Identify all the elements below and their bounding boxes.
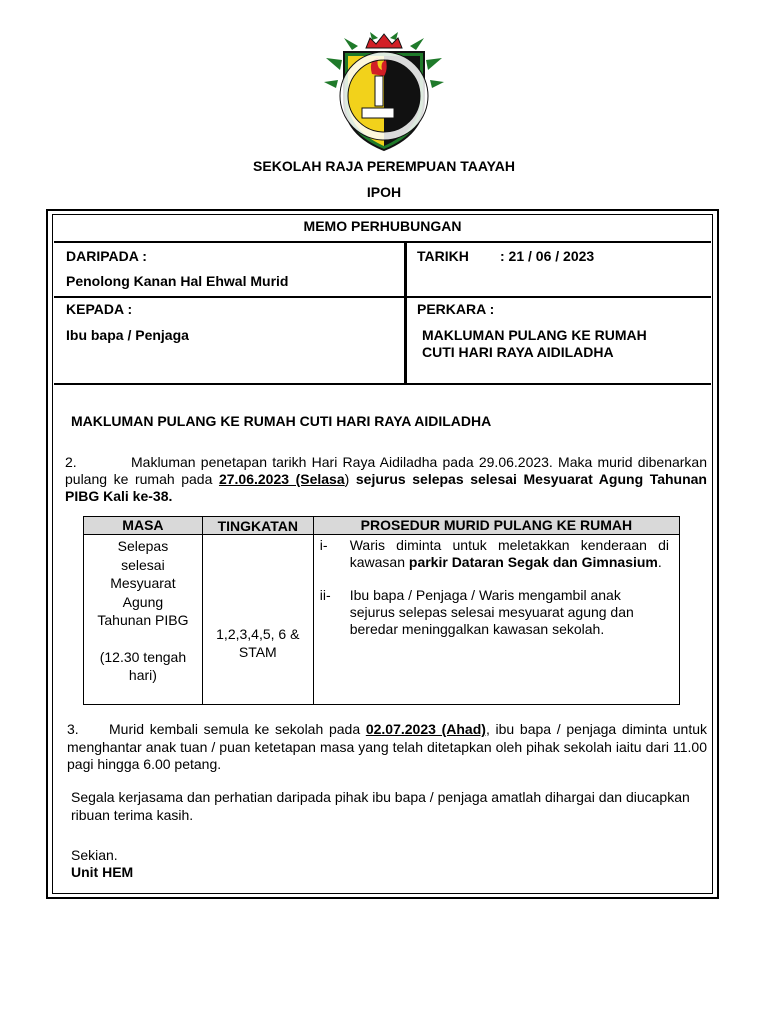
- table-row: [84, 535, 680, 705]
- school-name: SEKOLAH RAJA PEREMPUAN TAAYAH: [253, 158, 515, 174]
- tingkatan-cell: [202, 535, 313, 705]
- to-label: KEPADA :: [66, 301, 133, 317]
- list-item: [320, 587, 669, 638]
- to-value: Ibu bapa / Penjaga: [66, 327, 189, 343]
- list-item: [320, 537, 669, 571]
- paragraph-2: [65, 454, 707, 505]
- subject-line-1: MAKLUMAN PULANG KE RUMAH: [422, 327, 647, 343]
- memo-divider: [54, 296, 711, 298]
- masa-cell: [84, 535, 203, 705]
- masa-line: Selepas: [117, 538, 169, 554]
- paragraph-number: 2.: [65, 454, 77, 470]
- masa-line: Mesyuarat: [110, 575, 176, 591]
- memo-divider: [54, 383, 711, 385]
- school-crest-logo: [322, 30, 446, 154]
- procedure-table: [83, 516, 680, 705]
- list-text: Ibu bapa / Penjaga / Waris mengambil anak sejurus selepas selesai mesyuarat agung dan beredar meninggalkan kawasan sekolah.: [349, 587, 634, 637]
- masa-time: (12.30 tengah hari): [99, 648, 187, 683]
- masa-line: Agung: [122, 593, 164, 610]
- body-heading: MAKLUMAN PULANG KE RUMAH CUTI HARI RAYA AIDILADHA: [71, 413, 492, 429]
- subject-line-2: CUTI HARI RAYA AIDILADHA: [422, 344, 614, 360]
- header-tingkatan: TINGKATAN: [202, 517, 313, 535]
- return-date: 02.07.2023 (Ahad): [365, 721, 486, 737]
- school-city: IPOH: [366, 184, 402, 200]
- list-text: Waris diminta untuk meletakkan kenderaan di kawasan: [349, 537, 669, 570]
- from-label: DARIPADA :: [66, 248, 147, 264]
- list-marker: ii-: [319, 587, 331, 603]
- header-masa: MASA: [84, 517, 203, 535]
- subject-label: PERKARA :: [417, 301, 495, 317]
- paragraph-bold-text: sejurus selepas selesai Mesyuarat Agung Tahunan PIBG Kali ke-38.: [65, 471, 707, 504]
- list-text-end: .: [657, 554, 662, 570]
- list-marker: i-: [319, 537, 328, 553]
- paragraph-text: Makluman penetapan tarikh Hari Raya Aidiladha pada 29.06.2023. Maka murid dibenarkan pulang ke rumah pada: [65, 454, 707, 487]
- table-header-row: [84, 517, 680, 535]
- paragraph-text: , ibu bapa / penjaga diminta untuk menghantar anak tuan / puan ketetapan masa yang telah ditetapkan oleh pihak sekolah iaitu dari 11.00 pagi hingga 6.00 petang.: [67, 721, 707, 772]
- sign-off: Sekian.: [71, 847, 118, 863]
- paragraph-number: 3.: [67, 721, 79, 737]
- memo-title: MEMO PERHUBUNGAN: [54, 215, 711, 243]
- date-value: : 21 / 06 / 2023: [500, 248, 595, 264]
- closing-paragraph: Segala kerjasama dan perhatian daripada pihak ibu bapa / penjaga amatlah dihargai dan diucapkan ribuan terima kasih.: [71, 789, 690, 823]
- list-bold-text: parkir Dataran Segak dan Gimnasium: [408, 554, 658, 570]
- date-label: TARIKH: [417, 248, 469, 264]
- paragraph-3: [67, 721, 707, 774]
- masa-line: Tahunan PIBG: [97, 612, 189, 628]
- signature-unit: Unit HEM: [71, 864, 134, 880]
- header-prosedur: PROSEDUR MURID PULANG KE RUMAH: [313, 517, 679, 535]
- departure-date: 27.06.2023 (Selasa: [218, 471, 345, 487]
- from-value: Penolong Kanan Hal Ehwal Murid: [66, 273, 289, 289]
- tingkatan-value: 1,2,3,4,5, 6 & STAM: [216, 625, 300, 660]
- prosedur-cell: [313, 535, 679, 705]
- paragraph-text: ): [344, 471, 350, 487]
- memo-column-divider: [404, 243, 407, 385]
- paragraph-text: Murid kembali semula ke sekolah pada: [109, 721, 366, 737]
- masa-line: selesai: [121, 556, 165, 573]
